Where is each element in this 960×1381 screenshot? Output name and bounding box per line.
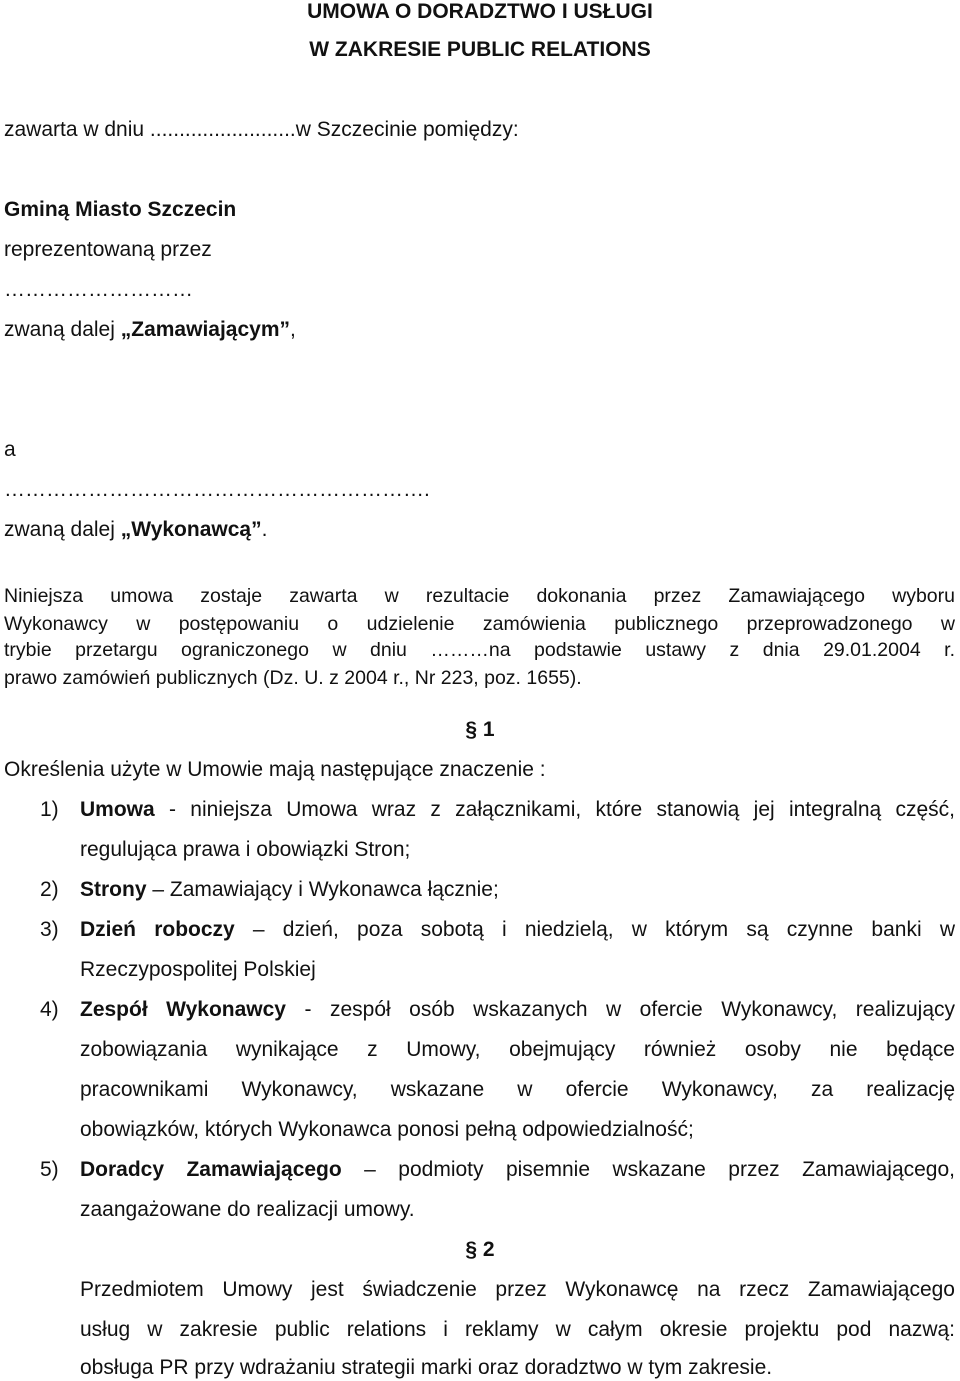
called1-name: „Zamawiającym” bbox=[120, 318, 291, 341]
item-4-line-2: zobowiązania wynikające z Umowy, obejmujący również osoby nie będące bbox=[80, 1038, 955, 1061]
called2-line bbox=[4, 517, 267, 543]
item-4-number: 4) bbox=[40, 998, 59, 1021]
item-5-line-2: zaangażowane do realizacji umowy. bbox=[80, 1198, 415, 1221]
item-3-term: Dzień roboczy bbox=[80, 918, 235, 941]
section-1-heading: § 1 bbox=[465, 718, 495, 741]
item-2-text: – Zamawiający i Wykonawca łącznie; bbox=[146, 878, 499, 901]
called2-name: „Wykonawcą” bbox=[120, 518, 262, 541]
item-1-number: 1) bbox=[40, 798, 59, 821]
called1-prefix: zwaną dalej bbox=[4, 318, 121, 341]
item-3-line-1 bbox=[80, 917, 955, 943]
document-title: UMOWA O DORADZTWO I USŁUGI bbox=[307, 0, 653, 23]
called1-line bbox=[4, 317, 296, 343]
item-5-text: – podmioty pisemnie wskazane przez Zamawiającego, bbox=[341, 1158, 955, 1181]
item-5-number: 5) bbox=[40, 1158, 59, 1181]
item-2-number: 2) bbox=[40, 878, 59, 901]
item-2-term: Strony bbox=[80, 878, 147, 901]
intro-line-4: prawo zamówień publicznych (Dz. U. z 2004 r., Nr 223, poz. 1655). bbox=[4, 667, 582, 689]
called2-suffix: . bbox=[261, 518, 268, 541]
intro-line-2: Wykonawcy w postępowaniu o udzielenie zamówienia publicznego przeprowadzonego w bbox=[4, 613, 955, 635]
party1-name: Gminą Miasto Szczecin bbox=[4, 198, 237, 221]
representative-dots: ……………………… bbox=[4, 278, 193, 301]
item-4-line-3: pracownikami Wykonawcy, wskazane w ofercie Wykonawcy, za realizację bbox=[80, 1078, 955, 1101]
called1-suffix: , bbox=[290, 318, 296, 341]
item-3-number: 3) bbox=[40, 918, 59, 941]
item-1-term: Umowa bbox=[80, 798, 155, 821]
contractor-dots: ……………………………………………………. bbox=[4, 478, 430, 501]
item-4-text: - zespół osób wskazanych w ofercie Wykonawcy, realizujący bbox=[286, 998, 956, 1021]
section-2-line-1: Przedmiotem Umowy jest świadczenie przez Wykonawcę na rzecz Zamawiającego bbox=[80, 1278, 955, 1301]
item-1-text: - niniejsza Umowa wraz z załącznikami, które stanowią jej integralną część, bbox=[154, 798, 955, 821]
and-line: a bbox=[4, 438, 16, 461]
represented-line: reprezentowaną przez bbox=[4, 238, 212, 261]
item-3-text: – dzień, poza sobotą i niedzielą, w którym są czynne banki w bbox=[234, 918, 955, 941]
section-2-line-3: obsługa PR przy wdrażaniu strategii marki oraz doradztwo w tym zakresie. bbox=[80, 1356, 773, 1379]
item-4-line-1 bbox=[80, 997, 955, 1023]
section-2-heading: § 2 bbox=[465, 1238, 495, 1261]
intro-line-3: trybie przetargu ograniczonego w dniu ………na podstawie ustawy z dnia 29.01.2004 r. bbox=[4, 639, 955, 661]
document-subtitle: W ZAKRESIE PUBLIC RELATIONS bbox=[309, 38, 651, 61]
intro-line-1: Niniejsza umowa zostaje zawarta w rezultacie dokonania przez Zamawiającego wyboru bbox=[4, 585, 955, 607]
item-5-term: Doradcy Zamawiającego bbox=[80, 1158, 342, 1181]
item-1-line-1 bbox=[80, 797, 955, 823]
item-1-line-2: regulująca prawa i obowiązki Stron; bbox=[80, 838, 411, 861]
item-3-line-2: Rzeczypospolitej Polskiej bbox=[80, 958, 316, 981]
item-4-line-4: obowiązków, których Wykonawca ponosi pełną odpowiedzialność; bbox=[80, 1118, 694, 1141]
item-2-line-1 bbox=[80, 877, 955, 903]
concluded-line: zawarta w dniu .........................w Szczecinie pomiędzy: bbox=[4, 118, 519, 141]
item-4-term: Zespół Wykonawcy bbox=[80, 998, 286, 1021]
section-2-line-2: usług w zakresie public relations i reklamy w całym okresie projektu pod nazwą: bbox=[80, 1318, 955, 1341]
item-5-line-1 bbox=[80, 1157, 955, 1183]
called2-prefix: zwaną dalej bbox=[4, 518, 121, 541]
section-1-lead: Określenia użyte w Umowie mają następujące znaczenie : bbox=[4, 758, 546, 781]
